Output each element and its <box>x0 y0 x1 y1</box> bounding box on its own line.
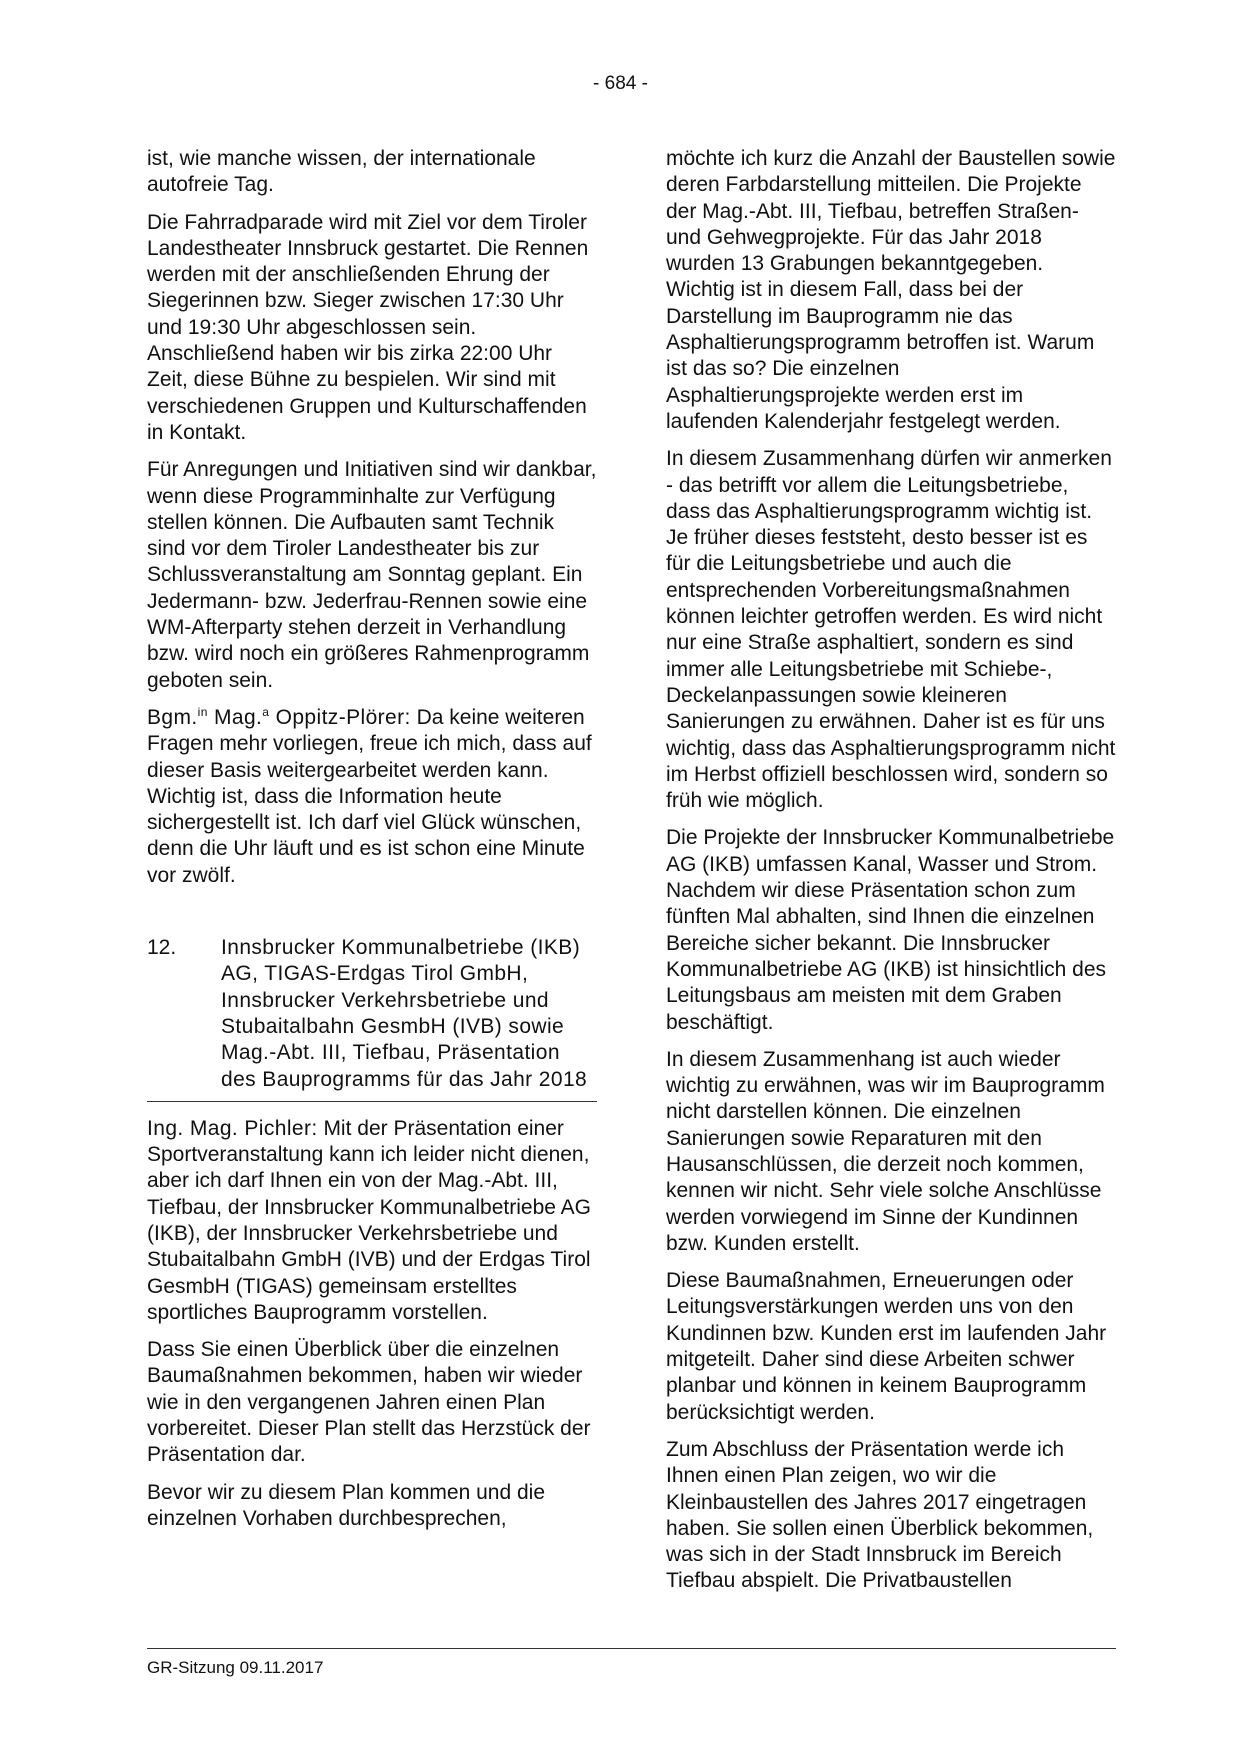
superscript-in: in <box>197 704 208 719</box>
paragraph: Dass Sie einen Überblick über die einzelnen Baumaßnahmen bekommen, haben wir wieder wie in den vergangenen Jahren einen Plan vorbereitet. Dieser Plan stellt das Herzstück der Präsentation dar. <box>147 1338 591 1467</box>
footer-session-date: GR-Sitzung 09.11.2017 <box>147 1658 324 1677</box>
paragraph: In diesem Zusammenhang dürfen wir anmerken - das betrifft vor allem die Leitungsbetriebe, dass das Asphaltierungsprogramm wichtig ist. Je früher dieses feststeht, desto besser ist es für die Leitungsbetriebe und auch die entsprechenden Vorbereitungsmaßnahmen können leichter getroffen werden. Es wird nicht nur eine Straße asphaltiert, sondern es sind immer alle Leitungsbetriebe mit Schiebe-, Deckelanpassungen sowie kleineren Sanierungen zu erwähnen. Daher ist es für uns wichtig, dass das Asphaltierungsprogramm nicht im Herbst offiziell beschlossen wird, sondern so früh wie möglich. <box>666 447 1116 813</box>
page-number: - 684 - <box>593 73 648 94</box>
superscript-a: a <box>262 704 270 719</box>
paragraph: Die Fahrradparade wird mit Ziel vor dem Tiroler Landestheater Innsbruck gestartet. Die Rennen werden mit der anschließenden Ehrung der Siegerinnen bzw. Sieger zwischen 17:30 Uhr und 19:30 Uhr abgeschlossen sein. Anschließend haben wir bis zirka 22:00 Uhr Zeit, diese Bühne zu bespielen. Wir sind mit verschiedenen Gruppen und Kulturschaffenden in Kontakt. <box>147 210 589 444</box>
speaker-mag: Mag. <box>207 705 263 729</box>
speaker-mayor <box>147 706 411 729</box>
agenda-title: Innsbrucker Kommunalbetriebe (IKB) AG, TIGAS-Erdgas Tirol GmbH, Innsbrucker Verkehrsbetriebe und Stubaitalbahn GesmbH (IVB) sowie Mag.-Abt. III, Tiefbau, Präsentation des Bauprogramms für das Jahr 2018 <box>221 936 588 1091</box>
footer-divider <box>147 1648 1116 1649</box>
paragraph: Die Projekte der Innsbrucker Kommunalbetriebe AG (IKB) umfassen Kanal, Wasser und Strom. Nachdem wir diese Präsentation schon zum fünften Mal abhalten, sind Ihnen die einzelnen Bereiche sicher bekannt. Die Innsbrucker Kommunalbetriebe AG (IKB) ist hinsichtlich des Leitungsbaus am meisten mit dem Graben beschäftigt. <box>666 826 1115 1034</box>
agenda-number: 12. <box>147 936 177 960</box>
speaker-title: Bgm. <box>147 705 198 729</box>
left-column <box>147 146 597 1543</box>
paragraph: Bevor wir zu diesem Plan kommen und die einzelnen Vorhaben durchbesprechen, <box>147 1480 546 1530</box>
paragraph: ist, wie manche wissen, der internationale autofreie Tag. <box>147 147 536 197</box>
paragraph: Zum Abschluss der Präsentation werde ich Ihnen einen Plan zeigen, wo wir die Kleinbaustellen des Jahres 2017 eingetragen haben. Sie sollen einen Überblick bekommen, was sich in der Stadt Innsbruck im Bereich Tiefbau abspielt. Die Privatbaustellen <box>666 1437 1094 1593</box>
speech-text: Da keine weiteren Fragen mehr vorliegen, freue ich mich, dass auf dieser Basis weitergearbeitet werden kann. Wichtig ist, dass die Information heute sichergestellt ist. Ich darf viel Glück wünschen, denn die Uhr läuft und es ist schon eine Minute vor zwölf. <box>147 705 592 887</box>
paragraph: Für Anregungen und Initiativen sind wir dankbar, wenn diese Programminhalte zur Verfügung stellen können. Die Aufbauten samt Technik sind vor dem Tiroler Landestheater bis zur Schlussveranstaltung am Sonntag geplant. Ein Jedermann- bzw. Jederfrau-Rennen sowie eine WM-Afterparty stehen derzeit in Verhandlung bzw. wird noch ein größeres Rahmenprogramm geboten sein. <box>147 458 597 692</box>
speaker-name: Oppitz-Plörer: <box>269 705 411 729</box>
mayor-speech-paragraph <box>147 705 597 889</box>
paragraph: möchte ich kurz die Anzahl der Baustellen sowie deren Farbdarstellung mitteilen. Die Projekte der Mag.-Abt. III, Tiefbau, betreffen Straßen- und Gehwegprojekte. Für das Jahr 2018 wurden 13 Grabungen bekanntgegeben. Wichtig ist in diesem Fall, dass bei der Darstellung im Bauprogramm nie das Asphaltierungsprogramm betroffen ist. Warum ist das so? Die einzelnen Asphaltierungsprojekte werden erst im laufenden Kalenderjahr festgelegt werden. <box>666 147 1116 433</box>
paragraph: In diesem Zusammenhang ist auch wieder wichtig zu erwähnen, was wir im Bauprogramm nicht darstellen können. Die einzelnen Sanierungen sowie Reparaturen mit den Hausanschlüssen, die derzeit noch kommen, kennen wir nicht. Sehr viele solche Anschlüsse werden vorwiegend im Sinne der Kundinnen bzw. Kunden erstellt. <box>666 1047 1105 1255</box>
speech-text: Mit der Präsentation einer Sportveranstaltung kann ich leider nicht dienen, aber ich darf Ihnen ein von der Mag.-Abt. III, Tiefbau, der Innsbrucker Kommunalbetriebe AG (IKB), der Innsbrucker Verkehrsbetriebe und Stubaitalbahn GmbH (IVB) und der Erdgas Tirol GesmbH (TIGAS) gemeinsam erstelltes sportliches Bauprogramm vorstellen. <box>147 1116 591 1324</box>
paragraph: Diese Baumaßnahmen, Erneuerungen oder Leitungsverstärkungen werden uns von den Kundinnen bzw. Kunden erst im laufenden Jahr mitgeteilt. Daher sind diese Arbeiten schwer planbar und können in keinem Bauprogramm berücksichtigt werden. <box>666 1269 1107 1424</box>
right-column <box>666 146 1116 1606</box>
speaker-pichler: Ing. Mag. Pichler: <box>147 1116 318 1140</box>
agenda-item-12 <box>147 935 597 1102</box>
pichler-speech-paragraph <box>147 1116 597 1326</box>
